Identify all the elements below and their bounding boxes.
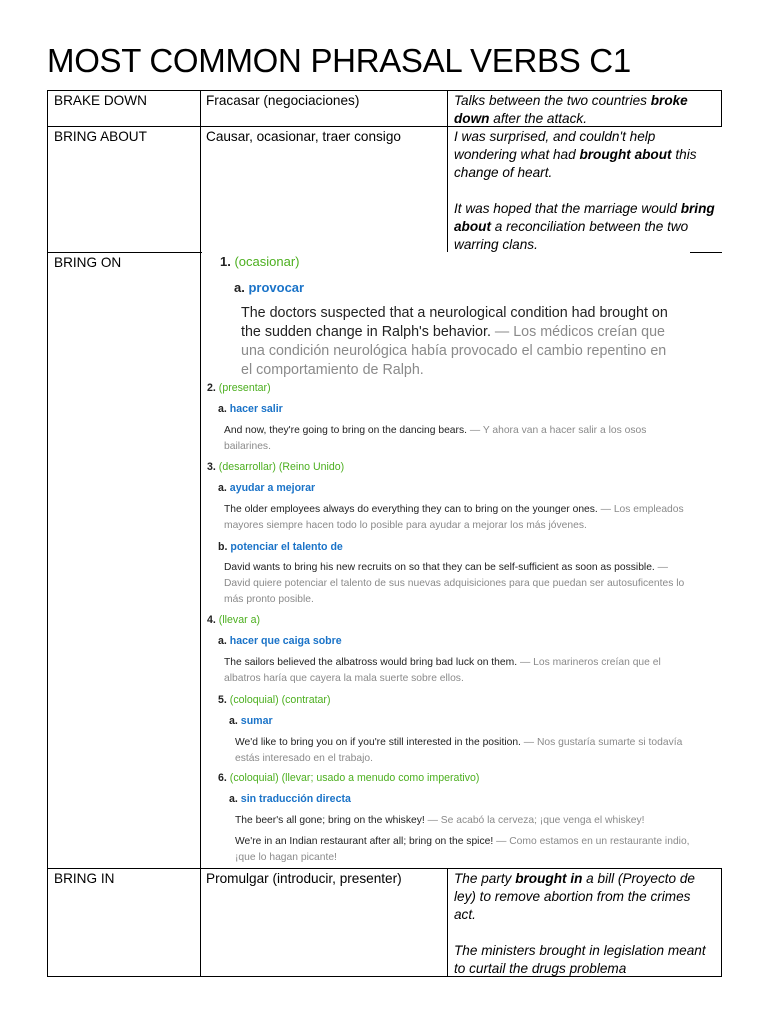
example-sentence: Talks between the two countries broke down after the attack. xyxy=(454,93,688,126)
dictionary-example: We're in an Indian restaurant after all; bring on the spice! — Como estamos en un restaurante indio, ¡que lo hagan picante! xyxy=(235,836,690,863)
example-sentence: The ministers brought in legislation meant to curtail the drugs problema xyxy=(454,943,706,976)
column-divider xyxy=(200,90,201,977)
example-sentence: The party brought in a bill (Proyecto de ley) to remove abortion from the crimes act. xyxy=(454,871,695,922)
translation-cell: Fracasar (negociaciones) xyxy=(206,93,360,108)
dictionary-example: David wants to bring his new recruits on so that they can be self-sufficient as soon as possible. — David quiere potenciar el talento de sus nuevas adquisiciones para que puedan ser autosuficentes lo más pronto posible. xyxy=(224,562,685,605)
dictionary-example: We'd like to bring you on if you're still interested in the position. — Nos gustaría sumarte si todavía estás interesado en el trabajo. xyxy=(235,737,683,764)
example-sentence: I was surprised, and couldn't help wondering what had brought about this change of heart. xyxy=(454,129,697,180)
sense-heading: 2. (presentar) xyxy=(207,382,271,394)
row-divider xyxy=(47,252,202,253)
sense-heading: 1. (ocasionar) xyxy=(220,254,300,269)
translation-cell: Promulgar (introducir, presenter) xyxy=(206,871,402,886)
column-divider xyxy=(447,90,448,252)
dictionary-example: The beer's all gone; bring on the whiskey! — Se acabó la cerveza; ¡que venga el whiskey! xyxy=(235,815,645,826)
translation-heading: a. sumar xyxy=(229,715,273,727)
translation-heading: a. hacer que caiga sobre xyxy=(218,635,342,647)
table-border-left xyxy=(47,90,48,977)
example-cell xyxy=(454,92,716,128)
translation-heading: a. sin traducción directa xyxy=(229,793,351,805)
row-divider xyxy=(47,868,722,869)
verb-cell: BRING IN xyxy=(54,871,115,886)
sense-heading: 6. (coloquial) (llevar; usado a menudo como imperativo) xyxy=(218,772,480,784)
example-sentence: It was hoped that the marriage would bring about a reconciliation between the two warring clans. xyxy=(454,201,715,252)
example-cell xyxy=(454,870,716,978)
dictionary-example: The older employees always do everything they can to bring on the younger ones. — Los empleados mayores siempre hacen todo lo posible para ayudar a mejorar los más jóvenes. xyxy=(224,504,684,531)
verb-cell: BRAKE DOWN xyxy=(54,93,147,108)
sense-heading: 4. (llevar a) xyxy=(207,614,261,626)
sense-heading: 3. (desarrollar) (Reino Unido) xyxy=(207,461,345,473)
example-cell xyxy=(454,128,716,254)
column-divider xyxy=(447,868,448,977)
sense-heading: 5. (coloquial) (contratar) xyxy=(218,694,331,706)
translation-heading: a. provocar xyxy=(234,280,305,295)
dictionary-example: The doctors suspected that a neurological condition had brought on the sudden change in Ralph's behavior. — Los médicos creían que una condición neurológica había provocado el cambio repentino en el comportamiento de Ralph. xyxy=(241,305,668,378)
translation-heading: a. hacer salir xyxy=(218,403,283,415)
table-border-right xyxy=(721,90,722,127)
verb-cell: BRING ON xyxy=(54,255,122,270)
dictionary-example: And now, they're going to bring on the dancing bears. — Y ahora van a hacer salir a los osos bailarines. xyxy=(224,425,647,452)
page-title: MOST COMMON PHRASAL VERBS C1 xyxy=(47,42,631,79)
verb-cell: BRING ABOUT xyxy=(54,129,147,144)
table-border-top xyxy=(47,90,722,91)
dictionary-example: The sailors believed the albatross would bring bad luck on them. — Los marineros creían que el albatros haría que cayera la mala suerte sobre ellos. xyxy=(224,657,661,684)
translation-heading: b. potenciar el talento de xyxy=(218,541,343,553)
translation-cell: Causar, ocasionar, traer consigo xyxy=(206,129,401,144)
translation-heading: a. ayudar a mejorar xyxy=(218,482,316,494)
dictionary-snippet xyxy=(202,252,718,867)
table-border-right xyxy=(721,868,722,977)
